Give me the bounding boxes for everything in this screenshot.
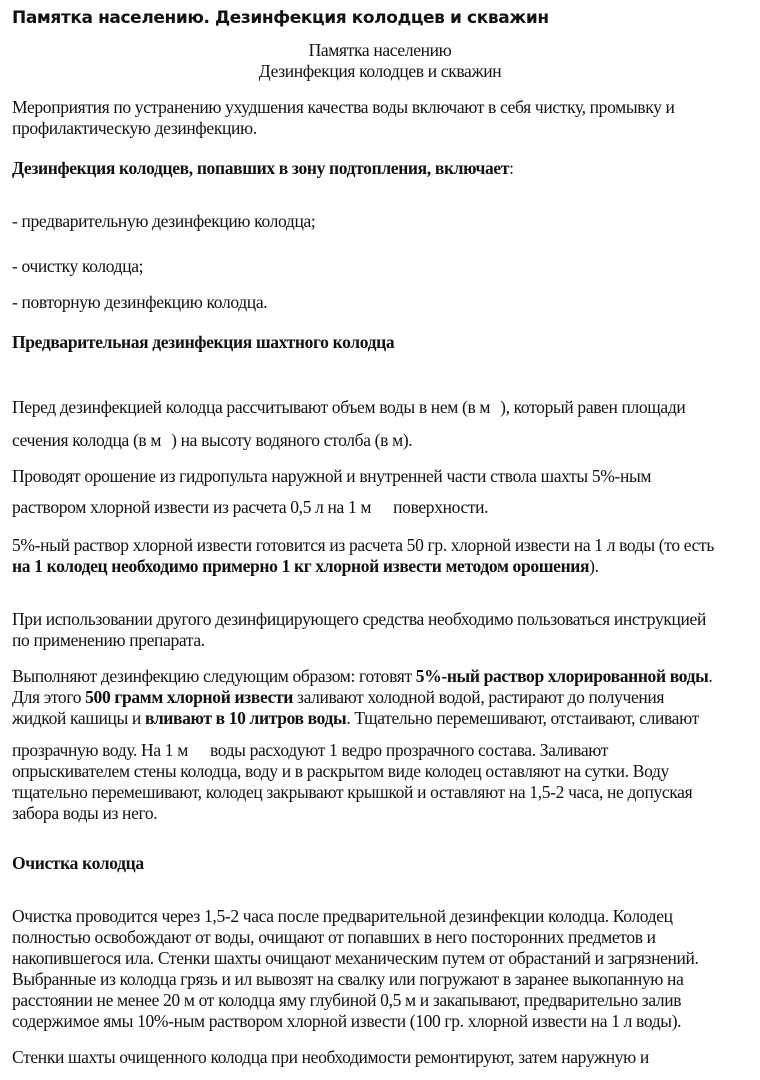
list-item: - повторную дезинфекцию колодца. bbox=[12, 292, 268, 312]
intro-line1: Мероприятия по устранению ухудшения качества воды включают в себя чистку, промывку и bbox=[12, 97, 675, 117]
section2-p5-line6: тщательно перемешивают, колодец закрывают крышкой и оставляют на 1,5-2 часа, не допуская bbox=[12, 782, 693, 802]
section2-p2-l2a: раствором хлорной извести из расчета 0,5 л на 1 м bbox=[12, 497, 372, 517]
section2-p3-end: ). bbox=[589, 556, 599, 576]
section2-p1-l1b: ), который равен площади bbox=[500, 397, 686, 417]
section2-heading bbox=[12, 332, 394, 353]
section3-p1-line: содержимое ямы 10%-ным раствором хлорной извести (100 гр. хлорной извести на 1 л воды). bbox=[12, 1011, 682, 1031]
p5-l2b: 500 грамм хлорной извести bbox=[85, 687, 293, 707]
p5-l1b: 5%-ный раствор хлорированной воды bbox=[415, 666, 709, 686]
section2-p5-line3 bbox=[12, 708, 699, 729]
section2-p4-line1: При использовании другого дезинфицирующего средства необходимо пользоваться инструкцией bbox=[12, 609, 706, 629]
doc-header-line1: Памятка населению bbox=[308, 40, 452, 60]
doc-header-line2: Дезинфекция колодцев и скважин bbox=[258, 61, 502, 81]
p5-l3b: вливают в 10 литров воды bbox=[144, 708, 347, 728]
section2-p2-l2b: поверхности. bbox=[393, 497, 489, 517]
p5-l3a: жидкой кашицы и bbox=[12, 708, 145, 728]
p5-l1c: . bbox=[708, 666, 713, 686]
section2-p4-line2: по применению препарата. bbox=[12, 630, 205, 650]
section2-p1-l2b: ) на высоту водяного столба (в м). bbox=[171, 430, 413, 450]
section2-p3-bold: на 1 колодец необходимо примерно 1 кг хлорной извести методом орошения bbox=[12, 556, 590, 576]
section2-p2-line1: Проводят орошение из гидропульта наружной и внутренней части ствола шахты 5%-ным bbox=[12, 466, 652, 486]
page-title: Памятка населению. Дезинфекция колодцев и скважин bbox=[12, 8, 549, 28]
section1-heading-text: Дезинфекция колодцев, попавших в зону подтопления, включает bbox=[12, 158, 510, 178]
section2-p1-line2 bbox=[12, 430, 412, 451]
section3-p2-line: Стенки шахты очищенного колодца при необходимости ремонтируют, затем наружную и bbox=[12, 1047, 649, 1067]
section2-p5-line7: забора воды из него. bbox=[12, 803, 158, 823]
section3-heading bbox=[12, 853, 144, 874]
section3-heading-text: Очистка колодца bbox=[12, 853, 144, 873]
section2-p5-line1 bbox=[12, 666, 712, 687]
section2-p1-line1 bbox=[12, 397, 685, 418]
p5-l4a: прозрачную воду. На 1 м bbox=[12, 740, 188, 760]
section2-p1-l2a: сечения колодца (в м bbox=[12, 430, 162, 450]
section2-p3-line1: 5%-ный раствор хлорной извести готовится из расчета 50 гр. хлорной извести на 1 л воды (то есть bbox=[12, 535, 714, 555]
section3-p1-line: полностью освобождают от воды, очищают от попавших в него посторонних предметов и bbox=[12, 927, 656, 947]
section1-heading bbox=[12, 158, 514, 179]
section3-p1-line: накопившегося ила. Стенки шахты очищают механическим путем от обрастаний и загрязнений. bbox=[12, 948, 699, 968]
section3-p1-line: расстоянии не менее 20 м от колодца яму глубиной 0,5 м и закапывают, предварительно залив bbox=[12, 990, 682, 1010]
p5-l1a: Выполняют дезинфекцию следующим образом: готовят bbox=[12, 666, 416, 686]
section2-p1-l1a: Перед дезинфекцией колодца рассчитывают объем воды в нем (в м bbox=[12, 397, 491, 417]
p5-l2a: Для этого bbox=[12, 687, 86, 707]
p5-l3c: . Тщательно перемешивают, отстаивают, сливают bbox=[346, 708, 699, 728]
intro-line2: профилактическую дезинфекцию. bbox=[12, 118, 257, 138]
section2-p2-line2 bbox=[12, 497, 488, 518]
section2-p5-line5: опрыскивателем стены колодца, воду и в раскрытом виде колодец оставляют на сутки. Воду bbox=[12, 761, 669, 781]
list-item: - очистку колодца; bbox=[12, 256, 144, 276]
section3-p1-line: Выбранные из колодца грязь и ил вывозят на свалку или погружают в заранее выкопанную на bbox=[12, 969, 684, 989]
p5-l2c: заливают холодной водой, растирают до получения bbox=[293, 687, 665, 707]
section2-heading-text: Предварительная дезинфекция шахтного колодца bbox=[12, 332, 395, 352]
section3-p1-line: Очистка проводится через 1,5-2 часа после предварительной дезинфекции колодца. Колодец bbox=[12, 906, 673, 926]
section2-p5-line2 bbox=[12, 687, 664, 708]
section2-p5-line4 bbox=[12, 740, 608, 761]
section1-heading-colon: : bbox=[509, 158, 514, 178]
list-item: - предварительную дезинфекцию колодца; bbox=[12, 211, 316, 231]
p5-l4b: воды расходуют 1 ведро прозрачного состава. Заливают bbox=[209, 740, 609, 760]
section2-p3-line2 bbox=[12, 556, 599, 577]
